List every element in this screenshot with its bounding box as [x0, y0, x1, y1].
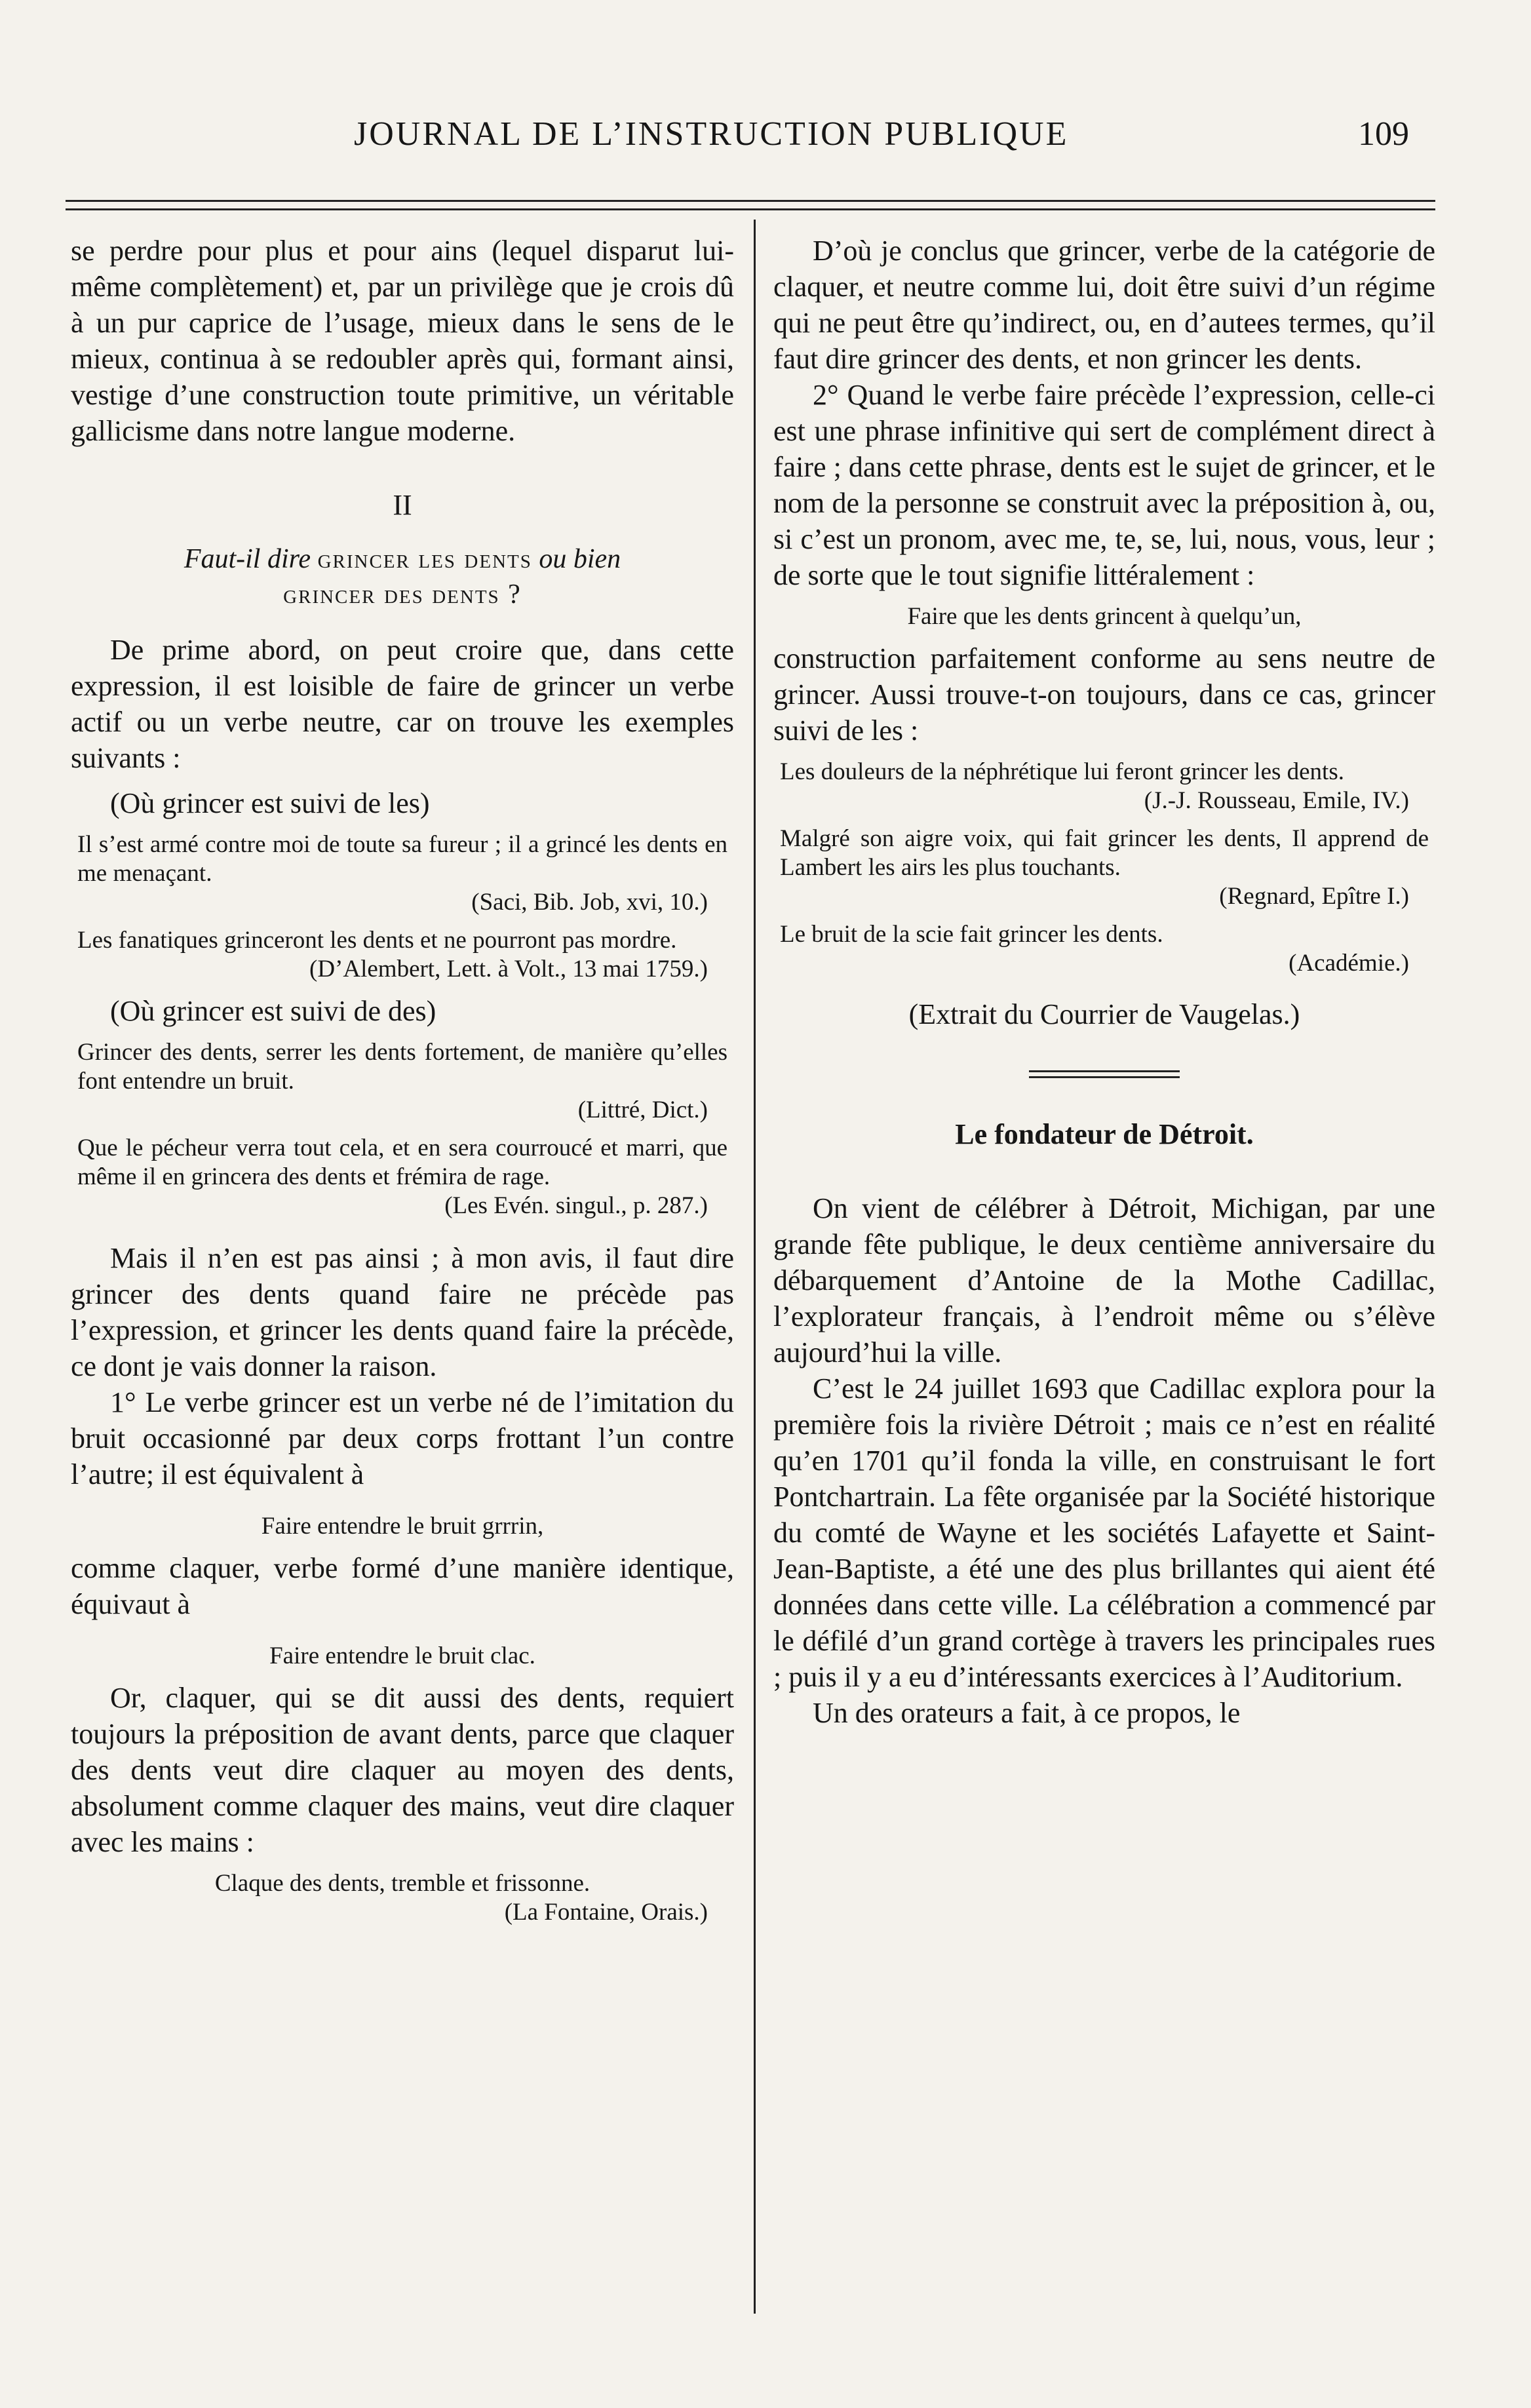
page-header [66, 115, 1435, 167]
quotation: Claque des dents, tremble et frissonne. [214, 1870, 591, 1897]
article-title: Le fondateur de Détroit. [955, 1118, 1254, 1150]
example-heading: (Où grincer est suivi de les) [110, 787, 430, 819]
paragraph: 2° Quand le verbe faire précède l’expression, celle-ci est une phrase infinitive qui sert de complément direct à faire ; dans cette phrase, dents est le sujet de grincer, et le nom de la personne se construit avec la préposition à, ou, si c’est un pronom, avec me, te, se, lui, nous, vous, leur ; de sorte que le tout signifie littéralement : [773, 379, 1435, 591]
section-question-part: grincer des dents ? [283, 579, 522, 610]
paragraph: De prime abord, on peut croire que, dans cette expression, il est loisible de faire de grincer un verbe actif ou un verbe neutre, car on trouve les exemples suivants : [71, 634, 734, 774]
quotation: Faire que les dents grincent à quelqu’un, [907, 603, 1302, 630]
citation: (La Fontaine, Orais.) [504, 1899, 708, 1926]
paragraph: Un des orateurs a fait, à ce propos, le [813, 1697, 1241, 1729]
section-number: II [393, 489, 412, 521]
paragraph: 1° Le verbe grincer est un verbe né de l’imitation du bruit occasionné par deux corps frottant l’un contre l’autre; il est équivalent à [71, 1386, 734, 1490]
citation: (Regnard, Epître I.) [1219, 883, 1409, 910]
citation: (J.-J. Rousseau, Emile, IV.) [1144, 787, 1409, 814]
running-title: JOURNAL DE L’INSTRUCTION PUBLIQUE [354, 115, 1069, 153]
section-question-part: Faut-il dire [184, 544, 311, 574]
paragraph: comme claquer, verbe formé d’une manière identique, équivaut à [71, 1552, 734, 1620]
citation: (Académie.) [1289, 950, 1409, 977]
quotation: Faire entendre le bruit clac. [269, 1642, 535, 1669]
paragraph: D’où je conclus que grincer, verbe de la catégorie de claquer, et neutre comme lui, doit être suivi d’un régime qui ne peut être qu’indirect, ou, en d’autees termes, qu’il faut dire grincer des dents, et non grincer les dents. [773, 235, 1435, 375]
left-column [71, 233, 734, 1927]
example-heading: (Où grincer est suivi de des) [110, 995, 436, 1027]
page-number: 109 [1358, 115, 1409, 153]
quotation: Malgré son aigre voix, qui fait grincer les dents, Il apprend de Lambert les airs les plus touchants. [780, 825, 1429, 881]
paragraph: se perdre pour plus et pour ains (lequel disparut lui-même complètement) et, par un privilège que je crois dû à un pur caprice de l’usage, mieux dans le sens de le mieux, continua à se redoubler après qui, formant ainsi, vestige d’une construction toute primitive, un véritable gallicisme dans notre langue moderne. [71, 235, 734, 447]
section-question-part: grincer les dents [317, 544, 532, 574]
quotation: Le bruit de la scie fait grincer les dents. [780, 921, 1163, 948]
quotation: Grincer des dents, serrer les dents fortement, de manière qu’elles font entendre un bruit. [77, 1039, 727, 1095]
header-rule-2 [66, 208, 1435, 210]
source-note: (Extrait du Courrier de Vaugelas.) [908, 998, 1300, 1030]
paragraph: Or, claquer, qui se dit aussi des dents, requiert toujours la préposition de avant dents, parce que claquer des dents veut dire claquer au moyen des dents, absolument comme claquer des mains, veut dire claquer avec les mains : [71, 1682, 734, 1858]
quotation: Les douleurs de la néphrétique lui feront grincer les dents. [780, 758, 1344, 785]
quotation: Les fanatiques grinceront les dents et ne pourront pas mordre. [77, 927, 677, 954]
paragraph: Mais il n’en est pas ainsi ; à mon avis, il faut dire grincer des dents quand faire ne précède pas l’expression, et grincer les dents quand faire la précède, ce dont je vais donner la raison. [71, 1242, 734, 1382]
citation: (Les Evén. singul., p. 287.) [444, 1192, 708, 1219]
header-rule [66, 200, 1435, 202]
quotation: Faire entendre le bruit grrrin, [261, 1513, 544, 1540]
paragraph: On vient de célébrer à Détroit, Michigan, par une grande fête publique, le deux centième anniversaire du débarquement d’Antoine de la Mothe Cadillac, l’explorateur français, à l’endroit même ou s’élève aujourd’hui la ville. [773, 1192, 1435, 1369]
section-question-part: ou bien [539, 544, 621, 574]
quotation: Il s’est armé contre moi de toute sa fureur ; il a grincé les dents en me menaçant. [77, 831, 727, 887]
quotation: Que le pécheur verra tout cela, et en sera courroucé et marri, que même il en grincera des dents et frémira de rage. [77, 1135, 727, 1190]
section-question [71, 541, 734, 612]
section-separator [1029, 1070, 1180, 1078]
citation: (Littré, Dict.) [577, 1097, 708, 1123]
right-column [773, 233, 1435, 1731]
paragraph: C’est le 24 juillet 1693 que Cadillac explora pour la première fois la rivière Détroit ; mais ce n’est en réalité qu’en 1701 qu’il fonda la ville, en construisant le fort Pontchartrain. La fête organisée par la Société historique du comté de Wayne et les sociétés Lafayette et Saint-Jean-Baptiste, a été une des plus brillantes qui aient été données dans cette ville. La célébration a commencé par le défilé d’un grand cortège à travers les principales rues ; puis il y a eu d’intéressants exercices à l’Auditorium. [773, 1372, 1435, 1693]
column-divider [754, 220, 756, 2314]
citation: (Saci, Bib. Job, xvi, 10.) [471, 889, 708, 916]
citation: (D’Alembert, Lett. à Volt., 13 mai 1759.) [309, 956, 708, 982]
paragraph: construction parfaitement conforme au sens neutre de grincer. Aussi trouve-t-on toujours, dans ce cas, grincer suivi de les : [773, 642, 1435, 747]
